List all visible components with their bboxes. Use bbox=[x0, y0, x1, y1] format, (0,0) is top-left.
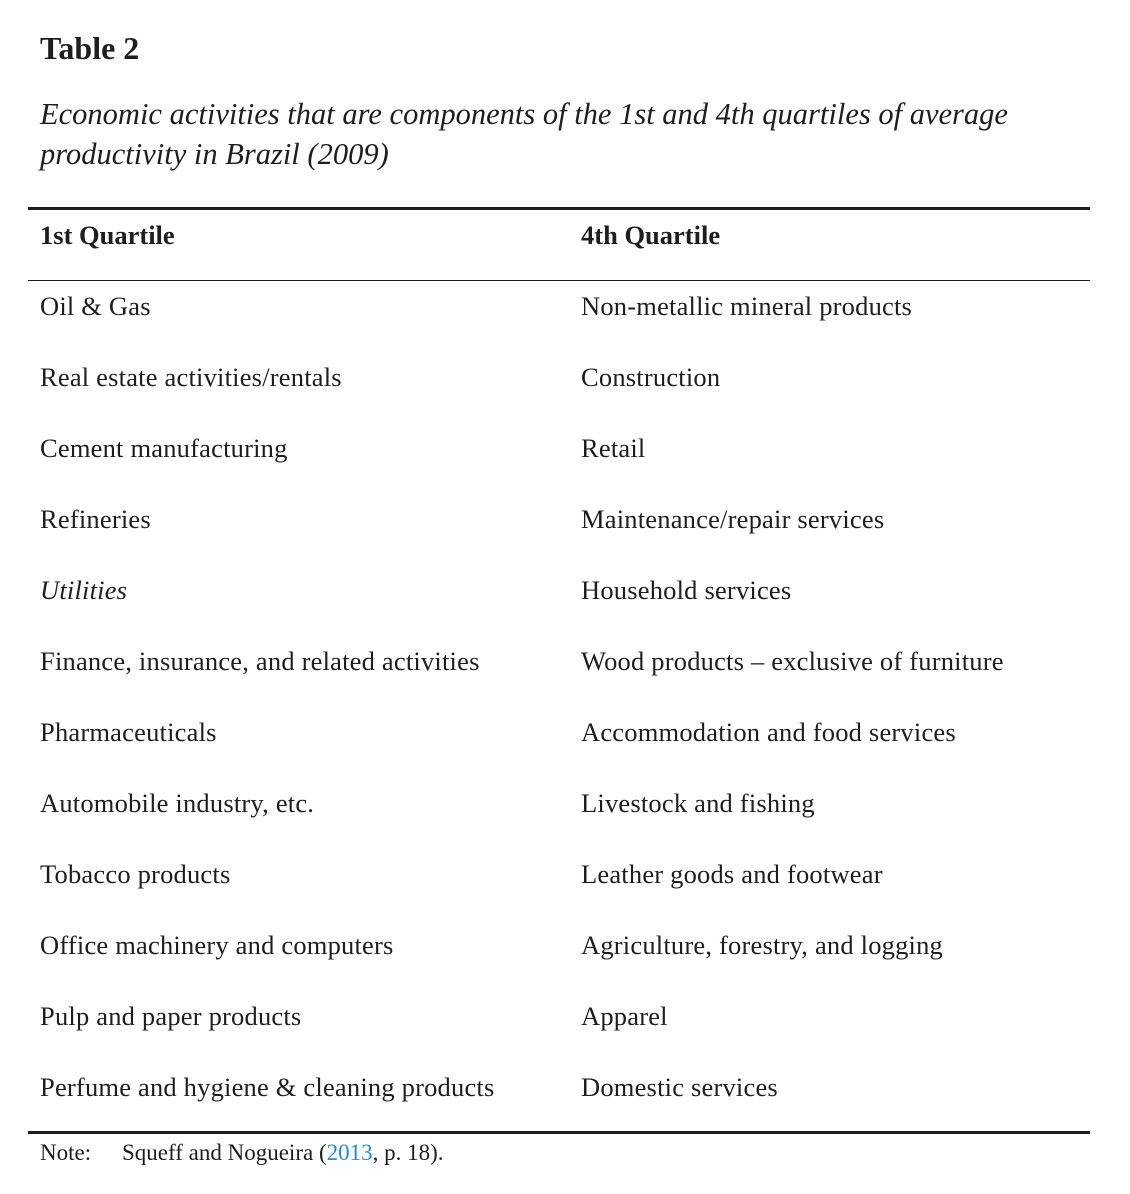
table-row bbox=[28, 849, 1090, 920]
header-row bbox=[28, 209, 1090, 281]
table-caption: Economic activities that are components of the 1st and 4th quartiles of average productivity in Brazil (2009) bbox=[40, 97, 1008, 171]
table-cell: Real estate activities/rentals bbox=[40, 361, 342, 392]
table-note bbox=[40, 1138, 444, 1168]
data-table bbox=[28, 207, 1090, 1134]
table-cell: Household services bbox=[581, 574, 792, 605]
table-cell: Perfume and hygiene & cleaning products bbox=[28, 1062, 569, 1133]
note-label: Note: bbox=[40, 1140, 92, 1165]
table-cell: Wood products – exclusive of furniture bbox=[581, 645, 1004, 676]
table-row bbox=[28, 565, 1090, 636]
table-cell: Accommodation and food services bbox=[581, 716, 956, 747]
table-row bbox=[28, 352, 1090, 423]
table-label: Table 2 bbox=[40, 30, 140, 66]
note-text-before: Squeff and Nogueira ( bbox=[122, 1140, 327, 1165]
table-cell: Retail bbox=[581, 432, 646, 463]
table-cell: Finance, insurance, and related activities bbox=[40, 645, 480, 676]
table-cell: Office machinery and computers bbox=[40, 929, 394, 960]
table-row bbox=[28, 494, 1090, 565]
table-cell: Apparel bbox=[581, 1000, 668, 1031]
table-row bbox=[28, 778, 1090, 849]
table-cell: Refineries bbox=[40, 503, 151, 534]
column-header-4th-quartile: 4th Quartile bbox=[569, 209, 1090, 281]
table-cell: Tobacco products bbox=[40, 858, 231, 889]
column-header-1st-quartile: 1st Quartile bbox=[28, 209, 569, 281]
table-row bbox=[28, 1062, 1090, 1133]
table-cell: Cement manufacturing bbox=[40, 432, 288, 463]
table-row bbox=[28, 920, 1090, 991]
table-row bbox=[28, 281, 1090, 352]
table-cell: Oil & Gas bbox=[40, 291, 151, 321]
table-cell: Non-metallic mineral products bbox=[581, 291, 913, 321]
table-cell: Pharmaceuticals bbox=[40, 716, 217, 747]
reference-link[interactable]: 2013 bbox=[326, 1140, 373, 1165]
note-text-after: , p. 18). bbox=[372, 1140, 444, 1165]
table-row bbox=[28, 991, 1090, 1062]
table-row bbox=[28, 707, 1090, 778]
table-cell: Construction bbox=[581, 361, 721, 392]
table-row bbox=[28, 636, 1090, 707]
table-cell: Agriculture, forestry, and logging bbox=[581, 929, 944, 960]
table-cell: Livestock and fishing bbox=[581, 787, 815, 818]
table-row bbox=[28, 423, 1090, 494]
table-cell: Utilities bbox=[40, 574, 128, 605]
table-cell: Leather goods and footwear bbox=[581, 858, 883, 889]
table-cell: Maintenance/repair services bbox=[581, 503, 885, 534]
table-cell: Domestic services bbox=[569, 1062, 1090, 1133]
table-cell: Pulp and paper products bbox=[40, 1000, 302, 1031]
table-cell: Automobile industry, etc. bbox=[40, 787, 315, 818]
